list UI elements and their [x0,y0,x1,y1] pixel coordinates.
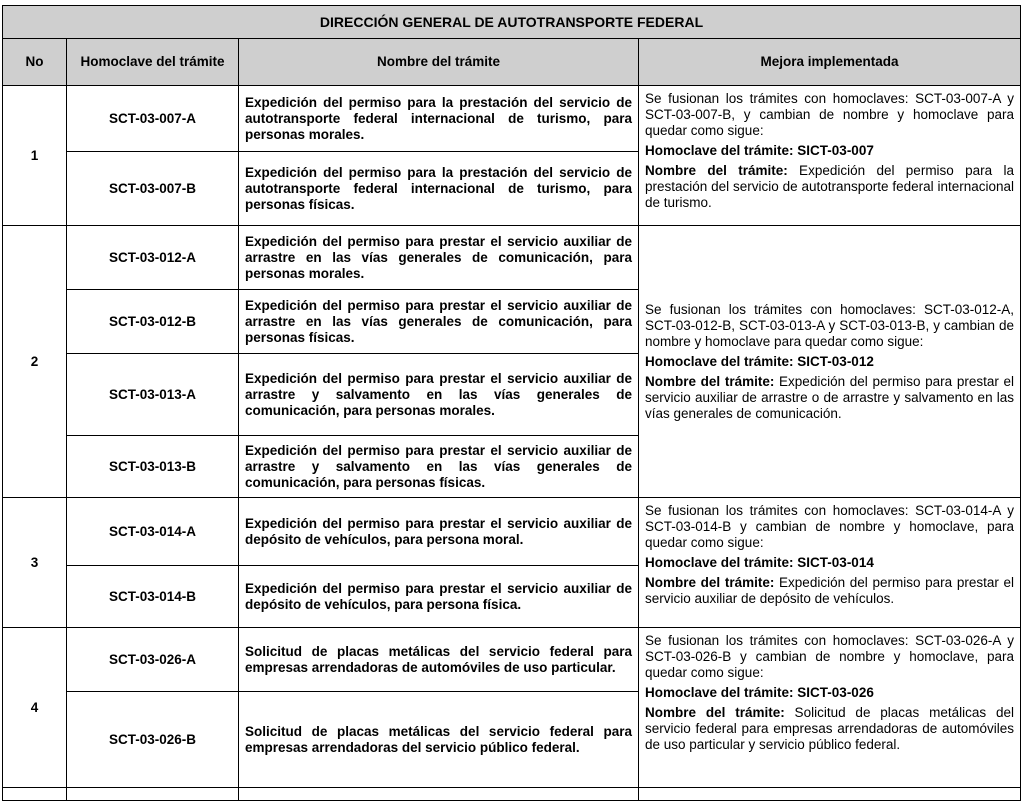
stub-cell [67,788,239,801]
mejora-nombre-label: Nombre del trámite: [645,163,788,178]
tramites-table [2,5,1021,801]
homoclave-cell: SCT-03-013-B [67,436,239,498]
table-row [3,628,1021,692]
stub-cell [3,788,67,801]
mejora-intro: Se fusionan los trámites con homoclaves: SCT-03-007-A y SCT-03-007-B, y cambian de nombre y homoclave para quedar como sigue: [645,91,1015,138]
homoclave-cell: SCT-03-014-B [67,566,239,628]
nombre-cell: Expedición del permiso para prestar el servicio auxiliar de arrastre en las vías generales de comunicación, para personas morales. [239,226,639,290]
homoclave-cell: SCT-03-014-A [67,498,239,566]
header-no: No [3,39,67,86]
header-mejora: Mejora implementada [639,39,1021,86]
nombre-cell: Solicitud de placas metálicas del servicio federal para empresas arrendadoras del servicio público federal. [239,692,639,788]
homoclave-cell: SCT-03-012-A [67,226,239,290]
table-row [3,86,1021,152]
table-row [3,226,1021,290]
homoclave-cell: SCT-03-007-A [67,86,239,152]
table-title: DIRECCIÓN GENERAL DE AUTOTRANSPORTE FEDERAL [3,6,1021,39]
homoclave-cell: SCT-03-013-A [67,354,239,436]
mejora-nombre-label: Nombre del trámite: [645,705,785,720]
mejora-intro: Se fusionan los trámites con homoclaves: SCT-03-026-A y SCT-03-026-B y cambian de nombre y homoclave, para quedar como sigue: [645,633,1015,680]
nombre-cell: Expedición del permiso para prestar el servicio auxiliar de arrastre y salvamento en las vías generales de comunicación, para personas físicas. [239,436,639,498]
mejora-nombre-text: Expedición del permiso para prestar el servicio auxiliar de arrastre o de arrastre y salvamento en las vías generales de comunicación. [645,373,1015,421]
homoclave-cell: SCT-03-007-B [67,152,239,226]
group-number: 2 [3,226,67,498]
table-row-partial [3,788,1021,801]
header-nombre: Nombre del trámite [239,39,639,86]
mejora-homoclave: Homoclave del trámite: SICT-03-007 [645,143,874,158]
nombre-cell: Expedición del permiso para prestar el servicio auxiliar de depósito de vehículos, para persona moral. [239,498,639,566]
nombre-cell: Expedición del permiso para prestar el servicio auxiliar de arrastre en las vías generales de comunicación, para personas físicas. [239,290,639,354]
table-row [3,498,1021,566]
mejora-cell [639,86,1021,226]
nombre-cell: Expedición del permiso para prestar el servicio auxiliar de depósito de vehículos, para persona física. [239,566,639,628]
mejora-nombre-label: Nombre del trámite: [645,575,775,590]
homoclave-cell: SCT-03-026-A [67,628,239,692]
mejora-cell [639,226,1021,498]
nombre-cell: Solicitud de placas metálicas del servicio federal para empresas arrendadoras de automóviles de uso particular. [239,628,639,692]
group-number: 1 [3,86,67,226]
mejora-homoclave: Homoclave del trámite: SICT-03-014 [645,555,874,570]
mejora-intro: Se fusionan los trámites con homoclaves: SCT-03-014-A y SCT-03-014-B y cambian de nombre y homoclave, para quedar como sigue: [645,503,1015,550]
mejora-cell [639,628,1021,788]
mejora-nombre-text: Solicitud de placas metálicas del servicio federal para empresas arrendadoras de automóviles de uso particular y servicio público federal. [645,705,1015,752]
stub-cell [639,788,1021,801]
mejora-nombre-label: Nombre del trámite: [645,373,775,389]
nombre-cell: Expedición del permiso para la prestación del servicio de autotransporte federal internacional de turismo, para personas morales. [239,86,639,152]
mejora-cell [639,498,1021,628]
stub-cell [239,788,639,801]
mejora-homoclave: Homoclave del trámite: SICT-03-026 [645,685,874,700]
mejora-nombre-text: Expedición del permiso para la prestación del servicio de autotransporte federal internacional de turismo. [645,163,1015,210]
nombre-cell: Expedición del permiso para la prestación del servicio de autotransporte federal internacional de turismo, para personas físicas. [239,152,639,226]
homoclave-cell: SCT-03-012-B [67,290,239,354]
nombre-cell: Expedición del permiso para prestar el servicio auxiliar de arrastre y salvamento en las vías generales de comunicación, para personas morales. [239,354,639,436]
mejora-nombre-text: Expedición del permiso para prestar el servicio auxiliar de depósito de vehículos. [645,575,1015,606]
header-homoclave: Homoclave del trámite [67,39,239,86]
group-number: 4 [3,628,67,788]
mejora-intro: Se fusionan los trámites con homoclaves: SCT-03-012-A, SCT-03-012-B, SCT-03-013-A y SCT-03-013-B, y cambian de nombre y homoclave para quedar como sigue: [645,301,1015,349]
mejora-homoclave: Homoclave del trámite: SICT-03-012 [645,353,874,369]
homoclave-cell: SCT-03-026-B [67,692,239,788]
group-number: 3 [3,498,67,628]
